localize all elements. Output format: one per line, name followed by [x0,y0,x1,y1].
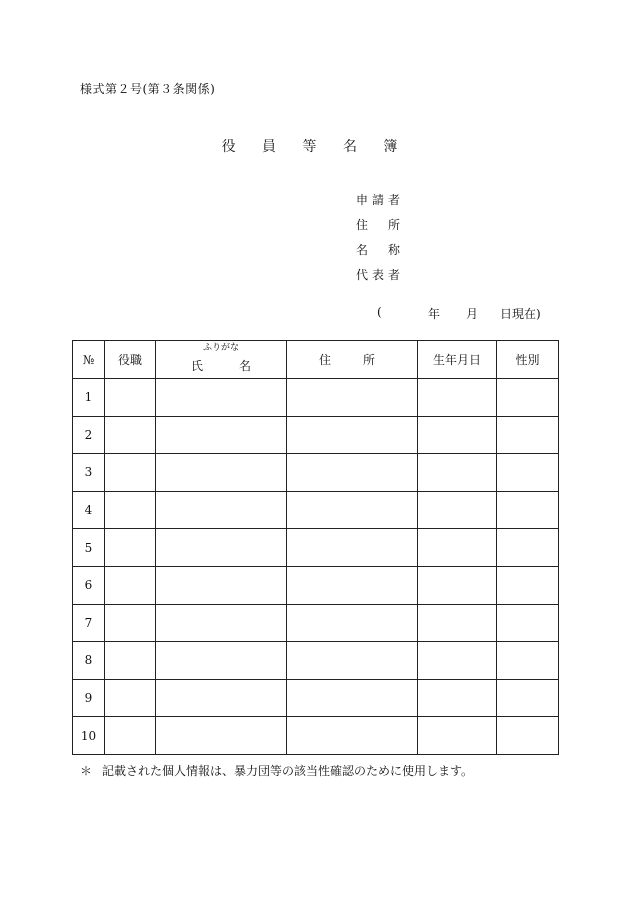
row-number: 8 [73,642,105,680]
footnote-asterisk: ＊ [80,764,93,778]
birthdate-cell[interactable] [418,454,497,492]
address-cell[interactable] [287,679,418,717]
address-cell[interactable] [287,529,418,567]
gender-cell[interactable] [497,642,559,680]
header-name-label: 氏 名 [190,359,263,373]
gender-cell[interactable] [497,717,559,755]
position-cell[interactable] [105,717,156,755]
gender-cell[interactable] [497,679,559,717]
as-of-date-line [0,305,630,321]
name-cell[interactable] [156,642,287,680]
gender-cell[interactable] [497,379,559,417]
row-number: 9 [73,679,105,717]
document-title: 役 員 等 名 簿 [221,139,409,155]
row-number: 7 [73,604,105,642]
address-cell[interactable] [287,717,418,755]
officer-roster-table [72,340,559,755]
table-row [73,642,559,680]
footnote-text: 記載された個人情報は、暴力団等の該当性確認のために使用します。 [102,764,474,778]
position-cell[interactable] [105,454,156,492]
gender-cell[interactable] [497,454,559,492]
header-birthdate: 生年月日 [418,341,497,379]
header-position: 役職 [105,341,156,379]
as-of-year-label: 年 [428,307,441,321]
position-cell[interactable] [105,566,156,604]
as-of-open-paren: ( [377,305,382,319]
form-number: 様式第２号(第３条関係) [80,82,216,96]
table-row [73,454,559,492]
header-name [156,341,287,379]
table-row [73,379,559,417]
address-cell[interactable] [287,604,418,642]
birthdate-cell[interactable] [418,566,497,604]
gender-cell[interactable] [497,491,559,529]
birthdate-cell[interactable] [418,416,497,454]
position-cell[interactable] [105,416,156,454]
birthdate-cell[interactable] [418,379,497,417]
position-cell[interactable] [105,491,156,529]
row-number: 2 [73,416,105,454]
name-cell[interactable] [156,491,287,529]
applicant-name-label: 名 称 [356,243,405,257]
row-number: 10 [73,717,105,755]
row-number: 6 [73,566,105,604]
name-cell[interactable] [156,679,287,717]
row-number: 4 [73,491,105,529]
applicant-label: 申請者 [356,193,405,207]
birthdate-cell[interactable] [418,717,497,755]
applicant-address-label: 住 所 [356,218,405,232]
address-cell[interactable] [287,491,418,529]
as-of-day-label: 日現在) [500,307,541,321]
table-header-row [73,341,559,379]
address-cell[interactable] [287,454,418,492]
header-gender: 性別 [497,341,559,379]
name-cell[interactable] [156,416,287,454]
footnote [80,762,473,779]
table-row [73,717,559,755]
gender-cell[interactable] [497,566,559,604]
address-cell[interactable] [287,379,418,417]
row-number: 1 [73,379,105,417]
gender-cell[interactable] [497,416,559,454]
name-cell[interactable] [156,717,287,755]
table-body [73,379,559,755]
name-cell[interactable] [156,529,287,567]
gender-cell[interactable] [497,529,559,567]
applicant-representative-label: 代表者 [356,268,405,282]
table-row [73,529,559,567]
gender-cell[interactable] [497,604,559,642]
header-address: 住 所 [287,341,418,379]
address-cell[interactable] [287,416,418,454]
address-cell[interactable] [287,566,418,604]
row-number: 3 [73,454,105,492]
position-cell[interactable] [105,642,156,680]
position-cell[interactable] [105,679,156,717]
position-cell[interactable] [105,604,156,642]
name-cell[interactable] [156,454,287,492]
birthdate-cell[interactable] [418,529,497,567]
position-cell[interactable] [105,379,156,417]
applicant-block [356,192,404,292]
address-cell[interactable] [287,642,418,680]
header-no: № [73,341,105,379]
position-cell[interactable] [105,529,156,567]
name-cell[interactable] [156,566,287,604]
birthdate-cell[interactable] [418,642,497,680]
table-row [73,679,559,717]
table-row [73,604,559,642]
table-row [73,566,559,604]
as-of-month-label: 月 [466,307,479,321]
birthdate-cell[interactable] [418,604,497,642]
header-furigana: ふりがな [202,343,239,353]
birthdate-cell[interactable] [418,491,497,529]
birthdate-cell[interactable] [418,679,497,717]
table-row [73,416,559,454]
name-cell[interactable] [156,379,287,417]
table-row [73,491,559,529]
row-number: 5 [73,529,105,567]
name-cell[interactable] [156,604,287,642]
